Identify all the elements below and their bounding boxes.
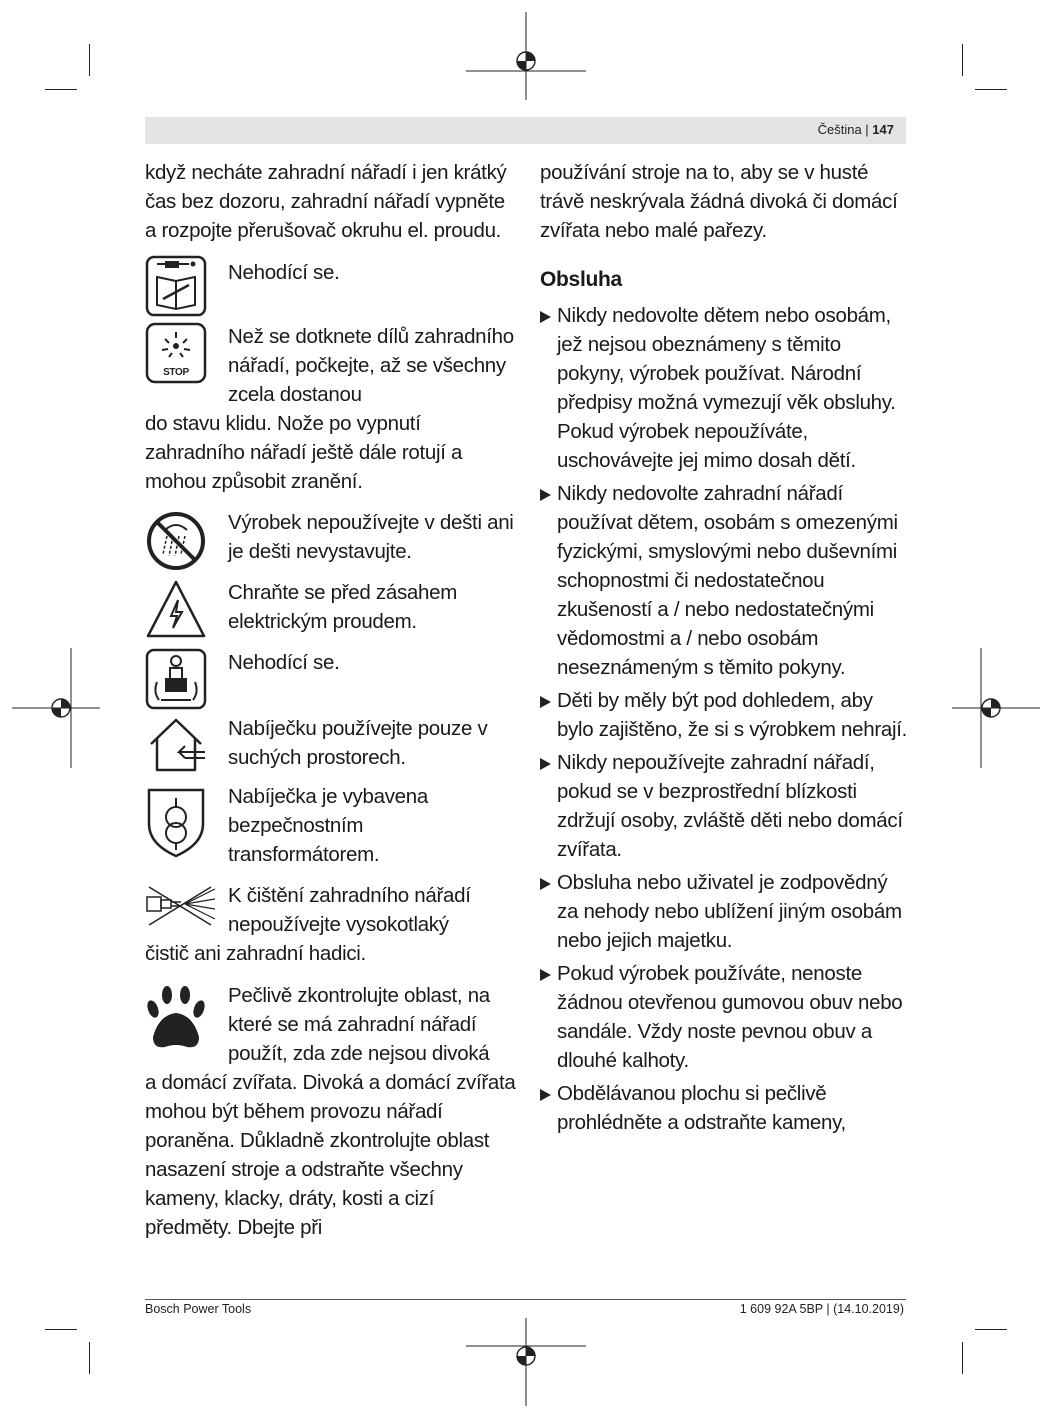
list-item-text: Nikdy nepoužívejte zahradní nářadí, pokud se v bezprostřední blízkosti zdržují osoby, zvláště děti nebo domácí zvířata.: [557, 751, 903, 861]
safety-transformer-icon: [145, 784, 207, 858]
registration-mark-right: [950, 648, 1040, 768]
footer-brand: Bosch Power Tools: [145, 1302, 252, 1316]
crop-mark: [975, 1329, 1007, 1330]
safety-item-manual: [145, 258, 517, 320]
list-item-text: Obsluha nebo uživatel je zodpovědný za nehody nebo ublížení jiným osobám nebo jejich majetku.: [557, 871, 902, 952]
safety-item-text: Chraňte se před zásahem elektrickým proudem.: [228, 581, 457, 633]
left-column: [145, 158, 517, 1242]
crop-mark: [975, 89, 1007, 90]
bullet-list: [540, 301, 908, 1137]
list-item: [540, 686, 908, 744]
list-item: [540, 959, 908, 1075]
list-item-text: Obdělávanou plochu si pečlivě prohlédněte a odstraňte kameny,: [557, 1082, 846, 1134]
list-item-text: Děti by měly být pod dohledem, aby bylo zajištěno, že si s výrobkem nehrají.: [557, 689, 908, 741]
bullet-triangle-icon: [540, 311, 551, 323]
section-title: Obsluha: [540, 268, 622, 291]
safety-item-continuation: do stavu klidu. Nože po vypnutí zahradního nářadí ještě dále rotují a mohou způsobit zranění.: [145, 412, 463, 493]
operator-icon: [145, 648, 207, 710]
list-item: [540, 868, 908, 955]
stop-icon: [145, 322, 207, 384]
safety-item-text: Než se dotknete dílů zahradního nářadí, počkejte, až se všechny zcela dostanou: [228, 325, 514, 406]
list-item: [540, 301, 908, 475]
safety-item-text: K čištění zahradního nářadí nepoužívejte vysokotlaký: [228, 884, 471, 936]
bullet-triangle-icon: [540, 489, 551, 501]
crop-mark: [89, 44, 90, 76]
safety-item-electric: [145, 578, 517, 636]
safety-item-continuation: čistič ani zahradní hadici.: [145, 942, 366, 965]
safety-item-text: Nabíječku používejte pouze v suchých prostorech.: [228, 717, 488, 769]
list-item: [540, 748, 908, 864]
list-item: [540, 479, 908, 682]
indoor-use-icon: [145, 714, 207, 776]
header-text: [818, 122, 894, 137]
safety-item-text: Výrobek nepoužívejte v dešti ani je dešti nevystavujte.: [228, 511, 514, 563]
electric-warning-icon: [145, 578, 207, 640]
right-column: [540, 158, 908, 1141]
safety-item-pressure-washer: [145, 881, 517, 939]
footer-doc-code: 1 609 92A 5BP | (14.10.2019): [739, 1302, 904, 1316]
crop-mark: [89, 1342, 90, 1374]
list-item-text: Pokud výrobek používáte, nenoste žádnou otevřenou gumovou obuv nebo sandále. Vždy noste pevnou obuv a dlouhé kalhoty.: [557, 962, 903, 1072]
registration-mark-bottom: [466, 1316, 586, 1406]
animal-paw-icon: [145, 985, 207, 1051]
safety-item-text: Nabíječka je vybavena bezpečnostním transformátorem.: [228, 785, 428, 866]
list-item: [540, 1079, 908, 1137]
left-intro-text: když necháte zahradní nářadí i jen krátký čas bez dozoru, zahradní nářadí vypněte a rozpojte přerušovač okruhu el. proudu.: [145, 161, 507, 242]
safety-item-transformer: [145, 782, 517, 869]
bullet-triangle-icon: [540, 969, 551, 981]
page-number: 147: [872, 122, 894, 137]
page-header: [145, 117, 906, 144]
footer-divider: [145, 1299, 906, 1300]
safety-item-text: Nehodící se.: [228, 651, 340, 674]
bullet-triangle-icon: [540, 878, 551, 890]
crop-mark: [45, 89, 77, 90]
safety-item-continuation: a domácí zvířata. Divoká a domácí zvířata mohou být během provozu nářadí poraněna. Důkladně zkontrolujte oblast nasazení stroje a odstraňte všechny kameny, klacky, dráty, kosti a cizí předměty. Dbejte při: [145, 1071, 516, 1239]
safety-item-animals: [145, 981, 517, 1068]
safety-item-rain: [145, 508, 517, 566]
registration-mark-top: [466, 12, 586, 102]
list-item-text: Nikdy nedovolte zahradní nářadí používat dětem, osobám s omezenými fyzickými, smyslovými nebo duševními schopnostmi či nedostatečnou zkušeností a / nebo nedostatečnými vědomostmi a / nebo osobám neseznámeným s těmito pokyny.: [557, 482, 898, 679]
safety-item-stop: [145, 322, 517, 409]
safety-item-text: Pečlivě zkontrolujte oblast, na které se má zahradní nářadí použít, zda zde nejsou divoká: [228, 984, 490, 1065]
manual-icon: [145, 255, 207, 317]
bullet-triangle-icon: [540, 1089, 551, 1101]
bullet-triangle-icon: [540, 758, 551, 770]
bullet-triangle-icon: [540, 696, 551, 708]
safety-item-text: Nehodící se.: [228, 261, 340, 284]
list-item-text: Nikdy nedovolte dětem nebo osobám, jež nejsou obeznámeny s těmito pokyny, výrobek používat. Národní předpisy možná vymezují věk obsluhy. Pokud výrobek nepoužíváte, uschovávejte jej mimo dosah dětí.: [557, 304, 896, 472]
no-rain-icon: [145, 510, 207, 572]
header-language: Čeština: [817, 122, 862, 137]
safety-item-operator: [145, 648, 517, 710]
crop-mark: [962, 1342, 963, 1374]
header-separator: |: [861, 122, 873, 137]
stop-label: STOP: [163, 367, 189, 378]
registration-mark-left: [12, 648, 102, 768]
safety-item-indoor: [145, 714, 517, 772]
no-pressure-washer-icon: [145, 883, 217, 929]
crop-mark: [45, 1329, 77, 1330]
right-intro-text: používání stroje na to, aby se v husté trávě neskrývala žádná divoká či domácí zvířata nebo malé pařezy.: [540, 161, 898, 242]
crop-mark: [962, 44, 963, 76]
